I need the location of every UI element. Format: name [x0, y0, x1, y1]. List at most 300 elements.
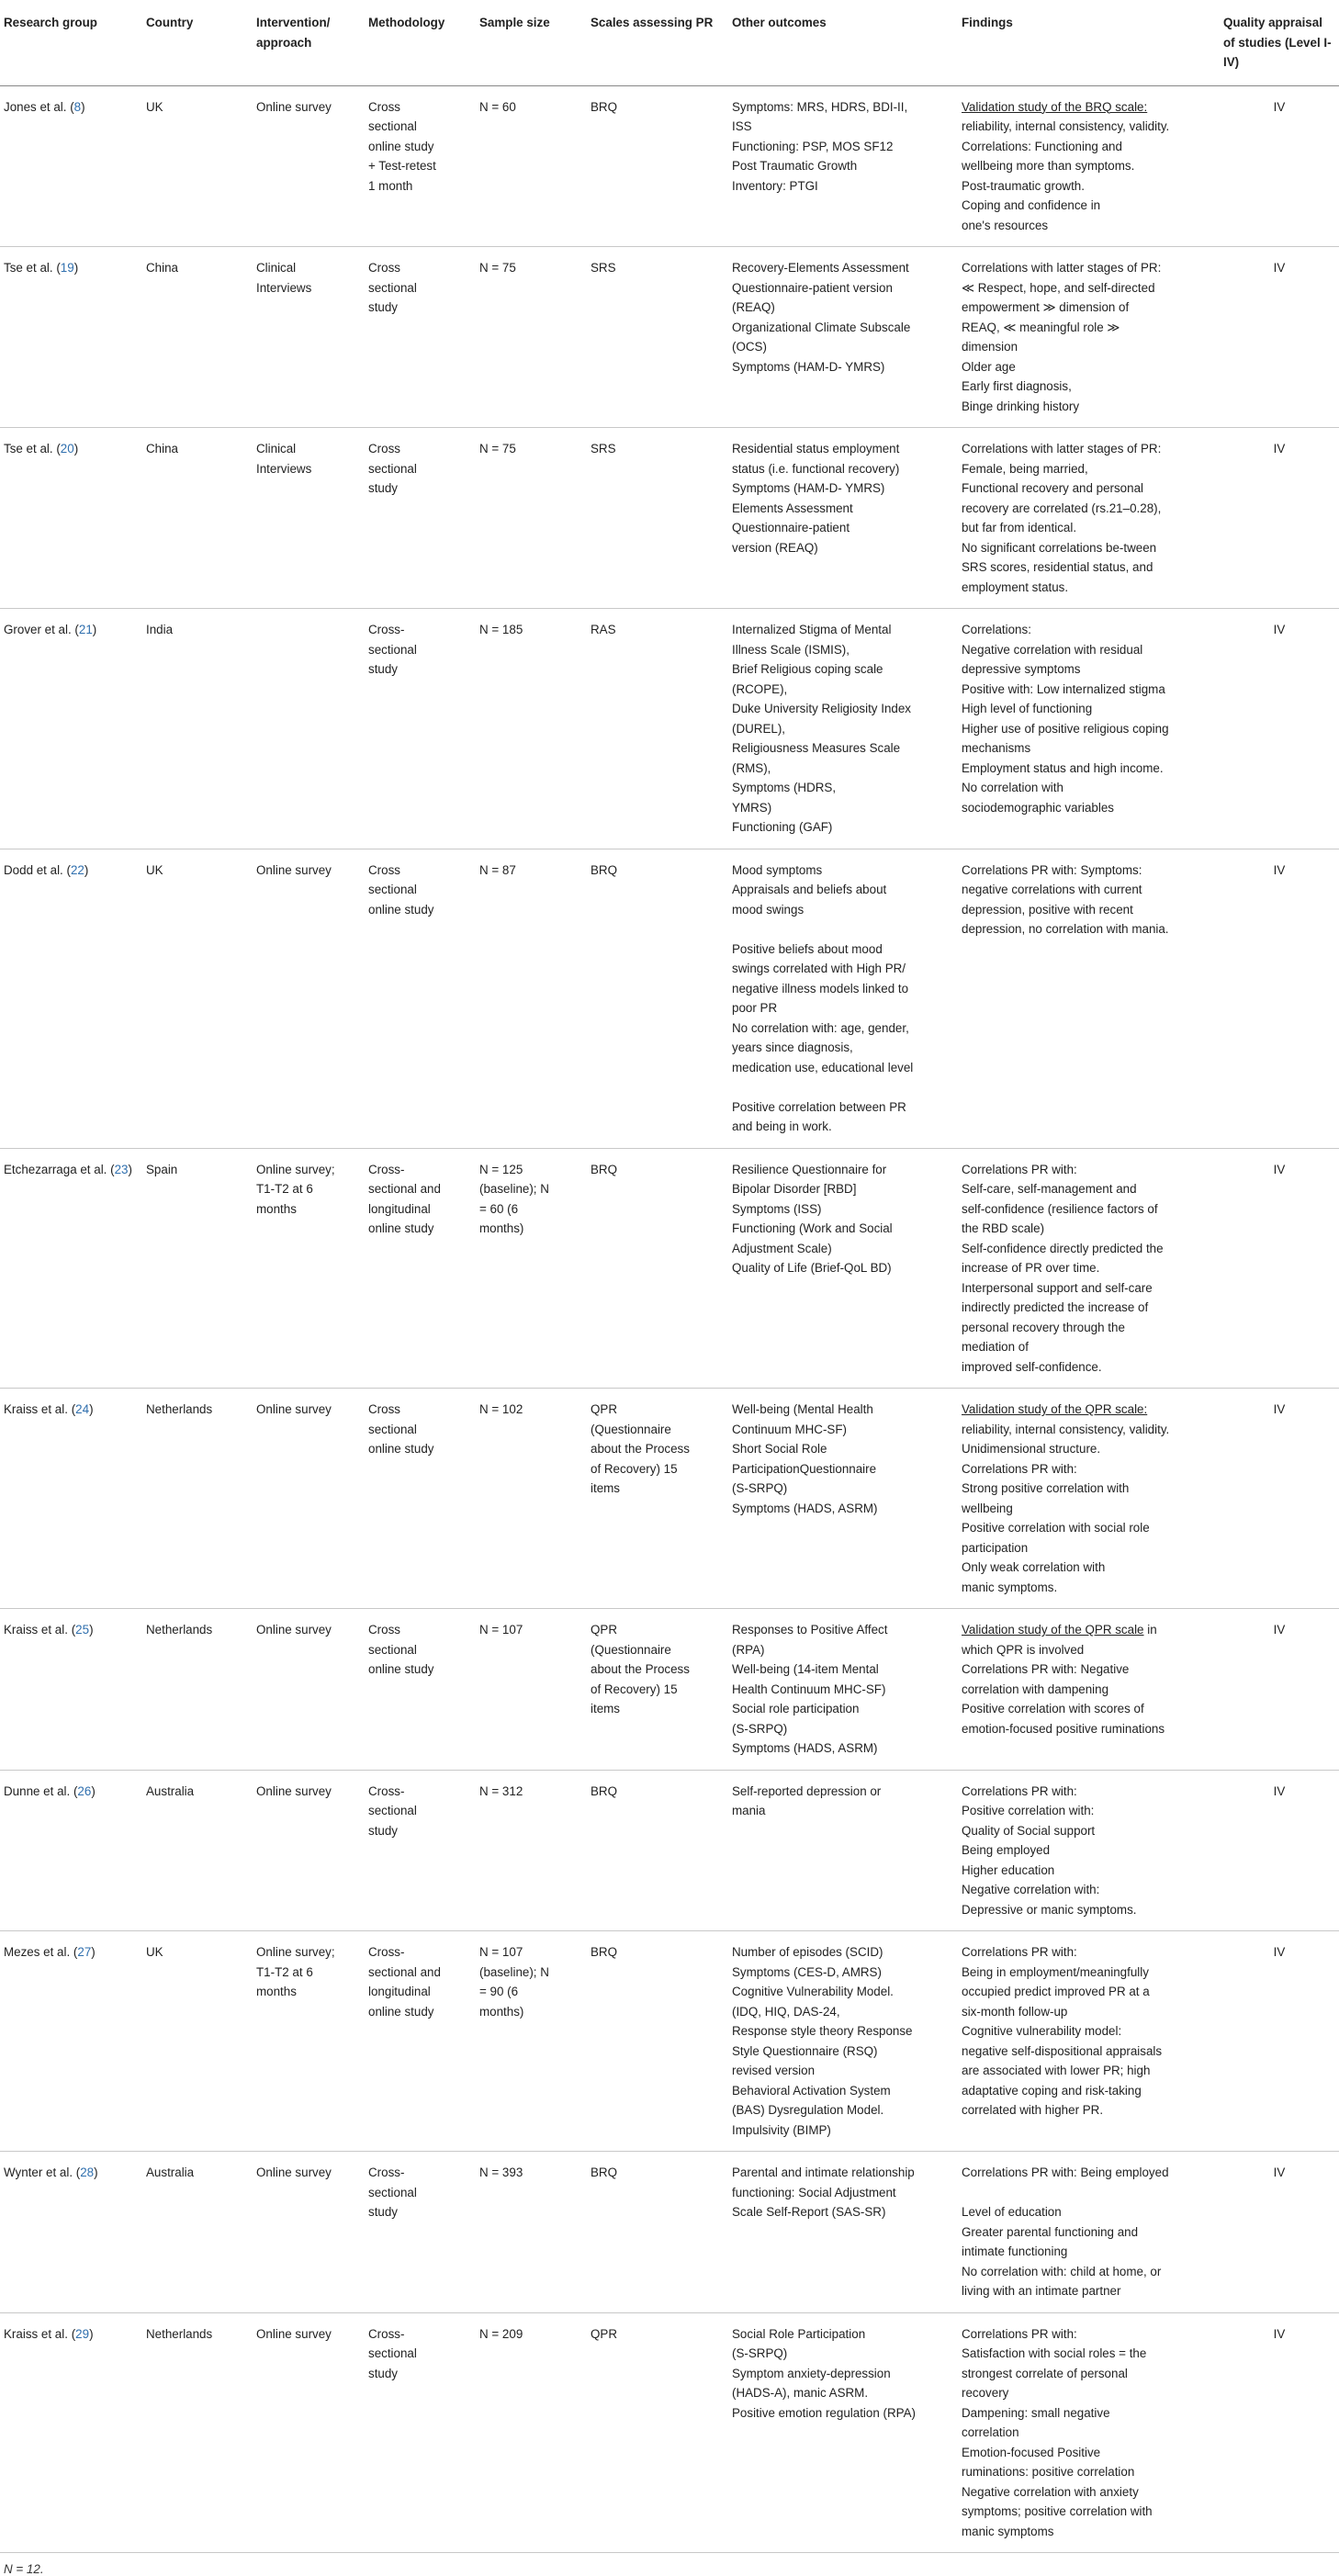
findings-line: No correlation with: child at home, or: [962, 2264, 1162, 2278]
findings-line: reliability, internal consistency, validity.: [962, 1422, 1170, 1436]
findings-line: Quality of Social support: [962, 1823, 1096, 1838]
findings-line: Employment status and high income.: [962, 760, 1164, 775]
cell-other-outcomes: [728, 428, 958, 609]
cell-methodology: [365, 849, 476, 1148]
cell-methodology: [365, 2312, 476, 2553]
header-row: [0, 0, 1339, 85]
blank-line: [962, 2183, 1216, 2203]
findings-underlined-heading: Validation study of the QPR scale: [962, 1623, 1144, 1637]
findings-line: reliability, internal consistency, validity.: [962, 119, 1170, 133]
other-outcomes-line: Resilience Questionnaire for: [732, 1162, 887, 1176]
other-outcomes-line: (REAQ): [732, 300, 775, 314]
findings-line: self-confidence (resilience factors of: [962, 1201, 1158, 1216]
findings-line: depression, no correlation with mania.: [962, 922, 1169, 936]
methodology-line: online study: [368, 1662, 434, 1676]
cell-methodology: [365, 428, 476, 609]
sample-size-line: N = 393: [479, 2165, 523, 2179]
reference-link[interactable]: 29: [75, 2326, 90, 2341]
methodology-line: sectional and: [368, 1182, 441, 1196]
other-outcomes-line: functioning: Social Adjustment: [732, 2185, 896, 2199]
other-outcomes-line: Functioning (GAF): [732, 820, 833, 834]
findings-line: Emotion-focused Positive: [962, 2445, 1101, 2459]
cell-other-outcomes: [728, 609, 958, 849]
findings-line: Greater parental functioning and: [962, 2224, 1139, 2239]
scales-line: of Recovery) 15: [591, 1461, 678, 1476]
scales-line: items: [591, 1702, 620, 1715]
cell-other-outcomes: [728, 1148, 958, 1389]
cell-findings: [958, 85, 1220, 247]
cell-quality: IV: [1220, 247, 1339, 428]
other-outcomes-line: Symptoms (ISS): [732, 1201, 822, 1216]
findings-line: Correlations: Functioning and: [962, 139, 1122, 153]
sample-size-line: N = 312: [479, 1783, 523, 1798]
research-group-name: Tse et al.: [4, 261, 53, 275]
other-outcomes-line: Social role participation: [732, 1702, 860, 1715]
sample-size-line: = 90 (6: [479, 1985, 519, 1998]
cell-sample-size: [476, 2312, 587, 2553]
other-outcomes-line: Questionnaire-patient version: [732, 280, 893, 295]
other-outcomes-line: Impulsivity (BIMP): [732, 2122, 831, 2137]
cell-methodology: [365, 1389, 476, 1609]
cell-scales: [587, 247, 728, 428]
scales-line: BRQ: [591, 1783, 618, 1798]
methodology-line: study: [368, 2366, 399, 2380]
scales-line: items: [591, 1481, 620, 1495]
findings-line: increase of PR over time.: [962, 1261, 1100, 1275]
findings-heading-line: [962, 1400, 1216, 1420]
cell-other-outcomes: [728, 849, 958, 1148]
cell-quality: IV: [1220, 85, 1339, 247]
research-group-name: Grover et al.: [4, 623, 72, 636]
cell-country: UK: [142, 1931, 253, 2152]
methodology-line: sectional: [368, 280, 417, 295]
other-outcomes-line: and being in work.: [732, 1119, 832, 1133]
other-outcomes-line: Functioning: PSP, MOS SF12: [732, 139, 894, 153]
findings-line: Correlations:: [962, 623, 1031, 636]
findings-line: Being in employment/meaningfully: [962, 1964, 1149, 1979]
methodology-line: sectional: [368, 1804, 417, 1817]
methodology-line: longitudinal: [368, 1985, 431, 1998]
methodology-line: sectional and: [368, 1964, 441, 1979]
methodology-line: online study: [368, 139, 434, 153]
other-outcomes-line: (RPA): [732, 1642, 765, 1657]
scales-line: SRS: [591, 442, 616, 456]
cell-intervention: [253, 1931, 365, 2152]
cell-quality: IV: [1220, 2312, 1339, 2553]
other-outcomes-line: Parental and intimate relationship: [732, 2165, 915, 2179]
findings-line: personal recovery through the: [962, 1320, 1125, 1334]
other-outcomes-line: mood swings: [732, 902, 805, 917]
scales-line: QPR: [591, 2326, 618, 2341]
findings-line: ruminations: positive correlation: [962, 2465, 1135, 2479]
other-outcomes-line: Well-being (14-item Mental: [732, 1662, 879, 1676]
cell-sample-size: [476, 428, 587, 609]
findings-line: symptoms; positive correlation with: [962, 2504, 1153, 2518]
findings-line: Negative correlation with:: [962, 1883, 1100, 1896]
cell-other-outcomes: [728, 1770, 958, 1931]
other-outcomes-line: Behavioral Activation System: [732, 2083, 891, 2098]
other-outcomes-line: Brief Religious coping scale: [732, 662, 883, 676]
cell-research-group: Kraiss et al. (25): [0, 1609, 142, 1771]
findings-line: Positive correlation with social role: [962, 1521, 1150, 1535]
methodology-line: Cross-: [368, 1162, 405, 1176]
cell-scales: [587, 2152, 728, 2313]
cell-country: China: [142, 247, 253, 428]
table-row: [0, 849, 1339, 1148]
table-row: [0, 85, 1339, 247]
sample-size-line: N = 75: [479, 261, 516, 275]
findings-line: recovery: [962, 2386, 1009, 2400]
cell-scales: [587, 1770, 728, 1931]
other-outcomes-line: Post Traumatic Growth: [732, 159, 858, 173]
cell-scales: [587, 1609, 728, 1771]
other-outcomes-line: (S-SRPQ): [732, 1721, 788, 1736]
table-footnote: N = 12.: [4, 2562, 44, 2576]
cell-sample-size: [476, 1148, 587, 1389]
header-research-group: Research group: [0, 0, 142, 85]
cell-scales: [587, 1389, 728, 1609]
methodology-line: Cross: [368, 261, 400, 275]
cell-other-outcomes: [728, 1931, 958, 2152]
methodology-line: sectional: [368, 119, 417, 133]
methodology-line: online study: [368, 902, 434, 917]
other-outcomes-line: Continuum MHC-SF): [732, 1422, 848, 1436]
methodology-line: sectional: [368, 642, 417, 657]
other-outcomes-line: (BAS) Dysregulation Model.: [732, 2103, 884, 2117]
cell-other-outcomes: [728, 2312, 958, 2553]
cell-quality: IV: [1220, 1389, 1339, 1609]
header-methodology: Methodology: [365, 0, 476, 85]
findings-line: ≪ Respect, hope, and self-directed: [962, 280, 1155, 295]
findings-heading-line: [962, 1620, 1216, 1640]
intervention-line: Online survey: [256, 1402, 332, 1416]
cell-methodology: [365, 609, 476, 849]
cell-quality: IV: [1220, 1609, 1339, 1771]
other-outcomes-line: version (REAQ): [732, 540, 818, 555]
scales-line: (Questionnaire: [591, 1642, 671, 1657]
methodology-line: study: [368, 481, 399, 495]
other-outcomes-line: Symptoms (HADS, ASRM): [732, 1741, 878, 1755]
findings-line: wellbeing more than symptoms.: [962, 159, 1135, 173]
findings-line: Correlations PR with:: [962, 1783, 1077, 1798]
other-outcomes-line: Self-reported depression or: [732, 1783, 882, 1798]
other-outcomes-line: (OCS): [732, 340, 767, 354]
findings-line: Binge drinking history: [962, 399, 1080, 413]
cell-sample-size: [476, 1609, 587, 1771]
cell-intervention: [253, 609, 365, 849]
other-outcomes-line: Style Questionnaire (RSQ): [732, 2043, 878, 2058]
cell-country: UK: [142, 85, 253, 247]
reference-link[interactable]: 19: [60, 261, 74, 275]
other-outcomes-line: Social Role Participation: [732, 2326, 866, 2341]
findings-line: one's resources: [962, 218, 1049, 232]
findings-line: Higher education: [962, 1862, 1055, 1877]
other-outcomes-line: Symptoms (HAM-D- YMRS): [732, 359, 885, 374]
findings-underlined-heading: Validation study of the QPR scale:: [962, 1402, 1148, 1416]
findings-line: mediation of: [962, 1340, 1029, 1354]
scales-line: about the Process: [591, 1442, 690, 1456]
findings-line: Correlations PR with: Negative: [962, 1662, 1130, 1676]
cell-research-group: Tse et al. (19): [0, 247, 142, 428]
other-outcomes-line: negative illness models linked to: [732, 981, 909, 996]
other-outcomes-line: Well-being (Mental Health: [732, 1402, 873, 1416]
other-outcomes-line: Residential status employment: [732, 442, 900, 456]
findings-line: intimate functioning: [962, 2244, 1068, 2258]
findings-line: recovery are correlated (rs.21–0.28),: [962, 501, 1162, 515]
cell-intervention: [253, 849, 365, 1148]
findings-line: strongest correlate of personal: [962, 2366, 1128, 2380]
reference-link[interactable]: 25: [75, 1623, 90, 1637]
reference-link[interactable]: 23: [114, 1162, 129, 1176]
cell-quality: IV: [1220, 849, 1339, 1148]
methodology-line: Cross: [368, 862, 400, 877]
methodology-line: online study: [368, 2004, 434, 2019]
table-body: [0, 85, 1339, 2553]
cell-intervention: [253, 1148, 365, 1389]
other-outcomes-line: Positive beliefs about mood: [732, 941, 883, 956]
header-quality: Quality appraisal of studies (Level I-IV): [1220, 0, 1339, 85]
findings-line: Interpersonal support and self-care: [962, 1280, 1153, 1295]
other-outcomes-line: mania: [732, 1804, 766, 1817]
sample-size-line: N = 107: [479, 1623, 523, 1637]
findings-line: depression, positive with recent: [962, 902, 1133, 917]
header-intervention: Intervention/ approach: [253, 0, 365, 85]
findings-line: six-month follow-up: [962, 2004, 1068, 2019]
cell-scales: [587, 1931, 728, 2152]
other-outcomes-line: swings correlated with High PR/: [732, 962, 906, 975]
reference-link[interactable]: 28: [80, 2165, 95, 2179]
cell-intervention: [253, 2312, 365, 2553]
cell-country: China: [142, 428, 253, 609]
findings-line: Negative correlation with residual: [962, 642, 1143, 657]
cell-intervention: [253, 2152, 365, 2313]
findings-line: Older age: [962, 359, 1016, 374]
reference-link[interactable]: 20: [60, 442, 74, 456]
header-findings: Findings: [958, 0, 1220, 85]
scales-line: (Questionnaire: [591, 1422, 671, 1436]
other-outcomes-line: Symptoms (CES-D, AMRS): [732, 1964, 882, 1979]
table-row: [0, 247, 1339, 428]
other-outcomes-line: Number of episodes (SCID): [732, 1945, 883, 1959]
methodology-line: online study: [368, 1221, 434, 1235]
sample-size-line: N = 185: [479, 623, 523, 636]
other-outcomes-line: poor PR: [732, 1001, 778, 1015]
findings-line: mechanisms: [962, 741, 1031, 755]
other-outcomes-line: (S-SRPQ): [732, 1481, 788, 1495]
blank-line: [732, 919, 954, 939]
cell-country: India: [142, 609, 253, 849]
other-outcomes-line: revised version: [732, 2064, 816, 2077]
findings-line: employment status.: [962, 579, 1069, 594]
intervention-line: Online survey: [256, 2326, 332, 2341]
cell-methodology: [365, 1770, 476, 1931]
methodology-line: Cross-: [368, 1783, 405, 1798]
table-row: [0, 1148, 1339, 1389]
scales-line: RAS: [591, 623, 616, 636]
intervention-line: Clinical: [256, 261, 297, 275]
cell-methodology: [365, 247, 476, 428]
cell-scales: [587, 428, 728, 609]
other-outcomes-line: Symptoms (HADS, ASRM): [732, 1501, 878, 1515]
methodology-line: + Test-retest: [368, 159, 436, 173]
methodology-line: Cross: [368, 99, 400, 114]
reference-link[interactable]: 21: [78, 623, 93, 636]
sample-size-line: = 60 (6: [479, 1201, 519, 1216]
cell-methodology: [365, 85, 476, 247]
intervention-line: Clinical: [256, 442, 297, 456]
findings-line: Strong positive correlation with: [962, 1481, 1130, 1495]
reference-link[interactable]: 27: [77, 1945, 92, 1959]
other-outcomes-line: (IDQ, HIQ, DAS-24,: [732, 2004, 840, 2019]
methodology-line: Cross-: [368, 1945, 405, 1959]
sample-size-line: N = 209: [479, 2326, 523, 2341]
reference-link[interactable]: 26: [77, 1783, 92, 1798]
research-group-name: Tse et al.: [4, 442, 53, 456]
cell-country: Australia: [142, 2152, 253, 2313]
sample-size-line: N = 102: [479, 1402, 523, 1416]
table-row: [0, 2312, 1339, 2553]
findings-line: improved self-confidence.: [962, 1359, 1102, 1374]
cell-quality: IV: [1220, 609, 1339, 849]
findings-line: but far from identical.: [962, 521, 1077, 534]
findings-line: emotion-focused positive ruminations: [962, 1721, 1165, 1736]
scales-line: BRQ: [591, 2165, 618, 2179]
findings-line: occupied predict improved PR at a: [962, 1985, 1150, 1998]
findings-line: Correlations PR with: Being employed: [962, 2165, 1169, 2179]
cell-sample-size: [476, 609, 587, 849]
intervention-line: Online survey: [256, 99, 332, 114]
cell-scales: [587, 849, 728, 1148]
other-outcomes-line: Religiousness Measures Scale: [732, 741, 901, 755]
intervention-line: Online survey;: [256, 1162, 335, 1176]
sample-size-line: months): [479, 1221, 524, 1235]
table-row: [0, 428, 1339, 609]
other-outcomes-line: Duke University Religiosity Index: [732, 702, 911, 715]
findings-line: Correlations with latter stages of PR:: [962, 261, 1162, 275]
findings-line: correlation: [962, 2425, 1019, 2439]
cell-research-group: Wynter et al. (28): [0, 2152, 142, 2313]
blank-line: [732, 1077, 954, 1097]
cell-findings: [958, 2152, 1220, 2313]
methodology-line: Cross: [368, 1402, 400, 1416]
findings-line: sociodemographic variables: [962, 800, 1114, 815]
intervention-line: Online survey: [256, 862, 332, 877]
reference-link[interactable]: 22: [70, 862, 84, 877]
findings-line: Satisfaction with social roles = the: [962, 2346, 1147, 2360]
findings-line: Correlations with latter stages of PR:: [962, 442, 1162, 456]
cell-quality: IV: [1220, 1148, 1339, 1389]
findings-line: High level of functioning: [962, 702, 1093, 715]
intervention-line: Online survey: [256, 2165, 332, 2179]
methodology-line: Cross-: [368, 2165, 405, 2179]
findings-underlined-heading: Validation study of the BRQ scale:: [962, 99, 1148, 114]
findings-line: REAQ, ≪ meaningful role ≫: [962, 320, 1120, 334]
cell-country: Netherlands: [142, 2312, 253, 2553]
cell-findings: [958, 1389, 1220, 1609]
cell-findings: [958, 2312, 1220, 2553]
findings-line: Unidimensional structure.: [962, 1442, 1101, 1456]
other-outcomes-line: (S-SRPQ): [732, 2346, 788, 2360]
cell-intervention: [253, 428, 365, 609]
cell-scales: [587, 1148, 728, 1389]
other-outcomes-line: Response style theory Response: [732, 2024, 913, 2038]
methodology-line: longitudinal: [368, 1201, 431, 1216]
cell-sample-size: [476, 2152, 587, 2313]
findings-line: SRS scores, residential status, and: [962, 560, 1153, 574]
header-other-outcomes: Other outcomes: [728, 0, 958, 85]
cell-findings: [958, 609, 1220, 849]
cell-findings: [958, 428, 1220, 609]
other-outcomes-line: Functioning (Work and Social: [732, 1221, 893, 1235]
methodology-line: sectional: [368, 2185, 417, 2199]
cell-findings: [958, 1931, 1220, 2152]
methodology-line: Cross: [368, 442, 400, 456]
cell-methodology: [365, 1148, 476, 1389]
research-group-name: Kraiss et al.: [4, 1402, 68, 1416]
cell-quality: IV: [1220, 1931, 1339, 2152]
other-outcomes-line: Mood symptoms: [732, 862, 823, 877]
other-outcomes-line: Quality of Life (Brief-QoL BD): [732, 1261, 892, 1275]
findings-line: dimension: [962, 340, 1018, 354]
findings-line: living with an intimate partner: [962, 2284, 1121, 2298]
cell-findings: [958, 1609, 1220, 1771]
reference-link[interactable]: 24: [75, 1402, 90, 1416]
cell-findings: [958, 247, 1220, 428]
findings-line: correlated with higher PR.: [962, 2103, 1104, 2117]
research-group-name: Jones et al.: [4, 99, 67, 114]
intervention-line: T1-T2 at 6: [256, 1964, 313, 1979]
cell-research-group: Dunne et al. (26): [0, 1770, 142, 1931]
cell-country: Spain: [142, 1148, 253, 1389]
other-outcomes-line: Appraisals and beliefs about: [732, 883, 887, 896]
sample-size-line: N = 75: [479, 442, 516, 456]
findings-heading-line: [962, 97, 1216, 118]
other-outcomes-line: Questionnaire-patient: [732, 521, 850, 534]
findings-line: Correlations PR with:: [962, 1461, 1077, 1476]
findings-line: empowerment ≫ dimension of: [962, 300, 1130, 314]
findings-line: wellbeing: [962, 1501, 1013, 1515]
table-row: [0, 2152, 1339, 2313]
methodology-line: study: [368, 300, 399, 314]
cell-methodology: [365, 1931, 476, 2152]
cell-research-group: Kraiss et al. (29): [0, 2312, 142, 2553]
findings-line: depressive symptoms: [962, 662, 1081, 676]
findings-line: participation: [962, 1540, 1029, 1555]
cell-findings: [958, 1148, 1220, 1389]
cell-sample-size: [476, 1931, 587, 2152]
intervention-line: months: [256, 1985, 297, 1998]
cell-research-group: Tse et al. (20): [0, 428, 142, 609]
cell-sample-size: [476, 1770, 587, 1931]
reference-link[interactable]: 8: [73, 99, 82, 114]
findings-line: Self-confidence directly predicted the: [962, 1241, 1164, 1255]
other-outcomes-line: Positive correlation between PR: [732, 1099, 906, 1114]
cell-sample-size: [476, 849, 587, 1148]
other-outcomes-line: (DUREL),: [732, 721, 786, 736]
table-row: [0, 1770, 1339, 1931]
research-group-name: Dunne et al.: [4, 1783, 71, 1798]
other-outcomes-line: Symptom anxiety-depression: [732, 2366, 891, 2380]
other-outcomes-line: Symptoms (HAM-D- YMRS): [732, 481, 885, 495]
findings-line: are associated with lower PR; high: [962, 2064, 1151, 2077]
scales-line: BRQ: [591, 1945, 618, 1959]
header-country: Country: [142, 0, 253, 85]
intervention-line: Interviews: [256, 280, 312, 295]
cell-findings: [958, 1770, 1220, 1931]
findings-line: Early first diagnosis,: [962, 379, 1072, 393]
other-outcomes-line: years since diagnosis,: [732, 1041, 853, 1054]
findings-line: Only weak correlation with: [962, 1560, 1106, 1574]
